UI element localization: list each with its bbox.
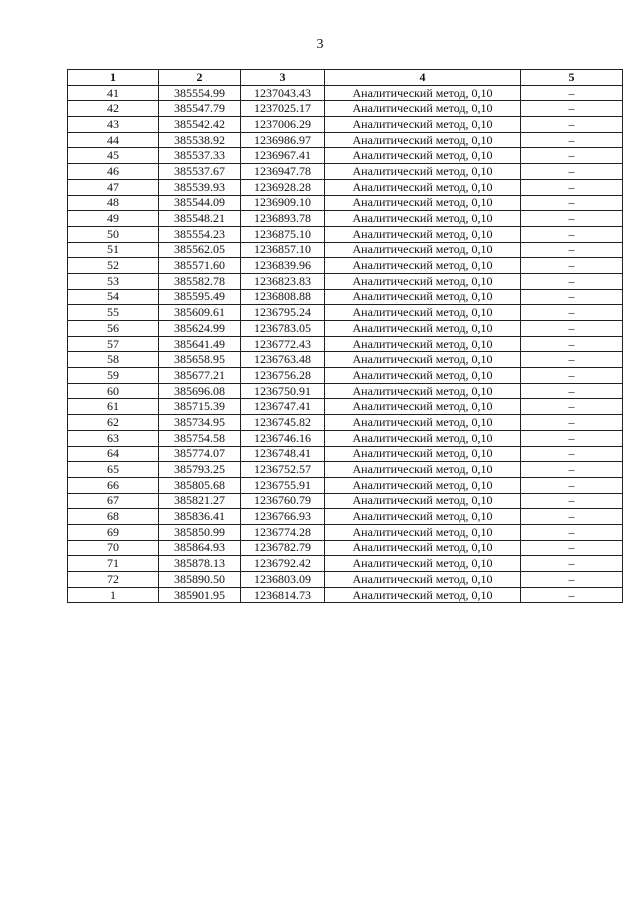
point-number-cell: 52: [68, 258, 159, 274]
point-number-cell: 56: [68, 321, 159, 337]
note-cell: –: [521, 273, 623, 289]
note-cell: –: [521, 430, 623, 446]
note-cell: –: [521, 556, 623, 572]
y-coordinate-cell: 1236774.28: [241, 524, 325, 540]
note-cell: –: [521, 399, 623, 415]
table-row: [68, 399, 623, 415]
y-coordinate-cell: 1236750.91: [241, 383, 325, 399]
y-coordinate-cell: 1236928.28: [241, 179, 325, 195]
y-coordinate-cell: 1236814.73: [241, 587, 325, 603]
point-number-cell: 59: [68, 368, 159, 384]
method-cell: Аналитический метод, 0,10: [325, 85, 521, 101]
point-number-cell: 50: [68, 226, 159, 242]
x-coordinate-cell: 385609.61: [159, 305, 241, 321]
table-row: [68, 336, 623, 352]
note-cell: –: [521, 352, 623, 368]
x-coordinate-cell: 385805.68: [159, 477, 241, 493]
note-cell: –: [521, 462, 623, 478]
x-coordinate-cell: 385562.05: [159, 242, 241, 258]
note-cell: –: [521, 477, 623, 493]
y-coordinate-cell: 1236808.88: [241, 289, 325, 305]
page-number: 3: [316, 37, 324, 52]
method-cell: Аналитический метод, 0,10: [325, 556, 521, 572]
note-cell: –: [521, 289, 623, 305]
x-coordinate-cell: 385821.27: [159, 493, 241, 509]
point-number-cell: 57: [68, 336, 159, 352]
y-coordinate-cell: 1236792.42: [241, 556, 325, 572]
point-number-cell: 54: [68, 289, 159, 305]
table-row: [68, 352, 623, 368]
method-cell: Аналитический метод, 0,10: [325, 572, 521, 588]
x-coordinate-cell: 385544.09: [159, 195, 241, 211]
table-row: [68, 415, 623, 431]
table-row: [68, 524, 623, 540]
y-coordinate-cell: 1236967.41: [241, 148, 325, 164]
note-cell: –: [521, 446, 623, 462]
method-cell: Аналитический метод, 0,10: [325, 399, 521, 415]
y-coordinate-cell: 1236748.41: [241, 446, 325, 462]
method-cell: Аналитический метод, 0,10: [325, 493, 521, 509]
x-coordinate-cell: 385538.92: [159, 132, 241, 148]
x-coordinate-cell: 385890.50: [159, 572, 241, 588]
method-cell: Аналитический метод, 0,10: [325, 462, 521, 478]
x-coordinate-cell: 385793.25: [159, 462, 241, 478]
note-cell: –: [521, 587, 623, 603]
x-coordinate-cell: 385774.07: [159, 446, 241, 462]
note-cell: –: [521, 211, 623, 227]
y-coordinate-cell: 1236947.78: [241, 164, 325, 180]
point-number-cell: 68: [68, 509, 159, 525]
y-coordinate-cell: 1236893.78: [241, 211, 325, 227]
note-cell: –: [521, 524, 623, 540]
note-cell: –: [521, 415, 623, 431]
y-coordinate-cell: 1237025.17: [241, 101, 325, 117]
method-cell: Аналитический метод, 0,10: [325, 132, 521, 148]
point-number-cell: 53: [68, 273, 159, 289]
y-coordinate-cell: 1236782.79: [241, 540, 325, 556]
column-header-3: 3: [241, 70, 325, 86]
method-cell: Аналитический метод, 0,10: [325, 195, 521, 211]
y-coordinate-cell: 1236857.10: [241, 242, 325, 258]
coordinates-table: [67, 69, 623, 603]
table-row: [68, 462, 623, 478]
x-coordinate-cell: 385582.78: [159, 273, 241, 289]
note-cell: –: [521, 509, 623, 525]
table-row: [68, 132, 623, 148]
note-cell: –: [521, 179, 623, 195]
x-coordinate-cell: 385539.93: [159, 179, 241, 195]
x-coordinate-cell: 385677.21: [159, 368, 241, 384]
point-number-cell: 71: [68, 556, 159, 572]
y-coordinate-cell: 1236745.82: [241, 415, 325, 431]
point-number-cell: 48: [68, 195, 159, 211]
method-cell: Аналитический метод, 0,10: [325, 148, 521, 164]
table-row: [68, 509, 623, 525]
table-row: [68, 164, 623, 180]
note-cell: –: [521, 148, 623, 164]
x-coordinate-cell: 385547.79: [159, 101, 241, 117]
note-cell: –: [521, 336, 623, 352]
method-cell: Аналитический метод, 0,10: [325, 226, 521, 242]
table-row: [68, 148, 623, 164]
point-number-cell: 49: [68, 211, 159, 227]
method-cell: Аналитический метод, 0,10: [325, 446, 521, 462]
method-cell: Аналитический метод, 0,10: [325, 477, 521, 493]
y-coordinate-cell: 1236747.41: [241, 399, 325, 415]
table-row: [68, 572, 623, 588]
x-coordinate-cell: 385734.95: [159, 415, 241, 431]
point-number-cell: 42: [68, 101, 159, 117]
table-row: [68, 321, 623, 337]
x-coordinate-cell: 385537.67: [159, 164, 241, 180]
y-coordinate-cell: 1236875.10: [241, 226, 325, 242]
table-header-row: [68, 70, 623, 86]
table-row: [68, 117, 623, 133]
y-coordinate-cell: 1236755.91: [241, 477, 325, 493]
table-row: [68, 446, 623, 462]
point-number-cell: 72: [68, 572, 159, 588]
y-coordinate-cell: 1236760.79: [241, 493, 325, 509]
note-cell: –: [521, 321, 623, 337]
method-cell: Аналитический метод, 0,10: [325, 383, 521, 399]
point-number-cell: 69: [68, 524, 159, 540]
x-coordinate-cell: 385658.95: [159, 352, 241, 368]
point-number-cell: 66: [68, 477, 159, 493]
y-coordinate-cell: 1236752.57: [241, 462, 325, 478]
x-coordinate-cell: 385715.39: [159, 399, 241, 415]
method-cell: Аналитический метод, 0,10: [325, 336, 521, 352]
point-number-cell: 61: [68, 399, 159, 415]
note-cell: –: [521, 540, 623, 556]
note-cell: –: [521, 195, 623, 211]
note-cell: –: [521, 572, 623, 588]
note-cell: –: [521, 242, 623, 258]
table-row: [68, 179, 623, 195]
point-number-cell: 41: [68, 85, 159, 101]
table-row: [68, 587, 623, 603]
table-row: [68, 289, 623, 305]
method-cell: Аналитический метод, 0,10: [325, 509, 521, 525]
note-cell: –: [521, 101, 623, 117]
table-row: [68, 101, 623, 117]
point-number-cell: 70: [68, 540, 159, 556]
column-header-2: 2: [159, 70, 241, 86]
table-row: [68, 430, 623, 446]
method-cell: Аналитический метод, 0,10: [325, 352, 521, 368]
point-number-cell: 51: [68, 242, 159, 258]
x-coordinate-cell: 385864.93: [159, 540, 241, 556]
table-row: [68, 556, 623, 572]
method-cell: Аналитический метод, 0,10: [325, 273, 521, 289]
table-row: [68, 273, 623, 289]
y-coordinate-cell: 1236909.10: [241, 195, 325, 211]
method-cell: Аналитический метод, 0,10: [325, 415, 521, 431]
y-coordinate-cell: 1236795.24: [241, 305, 325, 321]
note-cell: –: [521, 117, 623, 133]
table-row: [68, 368, 623, 384]
method-cell: Аналитический метод, 0,10: [325, 289, 521, 305]
table-row: [68, 226, 623, 242]
table-row: [68, 242, 623, 258]
x-coordinate-cell: 385537.33: [159, 148, 241, 164]
table-row: [68, 477, 623, 493]
x-coordinate-cell: 385901.95: [159, 587, 241, 603]
point-number-cell: 62: [68, 415, 159, 431]
point-number-cell: 1: [68, 587, 159, 603]
x-coordinate-cell: 385641.49: [159, 336, 241, 352]
note-cell: –: [521, 132, 623, 148]
point-number-cell: 64: [68, 446, 159, 462]
point-number-cell: 46: [68, 164, 159, 180]
x-coordinate-cell: 385542.42: [159, 117, 241, 133]
column-header-1: 1: [68, 70, 159, 86]
column-header-5: 5: [521, 70, 623, 86]
method-cell: Аналитический метод, 0,10: [325, 587, 521, 603]
method-cell: Аналитический метод, 0,10: [325, 321, 521, 337]
note-cell: –: [521, 368, 623, 384]
point-number-cell: 47: [68, 179, 159, 195]
note-cell: –: [521, 85, 623, 101]
note-cell: –: [521, 258, 623, 274]
method-cell: Аналитический метод, 0,10: [325, 211, 521, 227]
method-cell: Аналитический метод, 0,10: [325, 305, 521, 321]
x-coordinate-cell: 385696.08: [159, 383, 241, 399]
x-coordinate-cell: 385554.99: [159, 85, 241, 101]
note-cell: –: [521, 305, 623, 321]
table-row: [68, 493, 623, 509]
note-cell: –: [521, 226, 623, 242]
y-coordinate-cell: 1236839.96: [241, 258, 325, 274]
note-cell: –: [521, 493, 623, 509]
table-body: [68, 85, 623, 603]
x-coordinate-cell: 385624.99: [159, 321, 241, 337]
x-coordinate-cell: 385754.58: [159, 430, 241, 446]
table-row: [68, 305, 623, 321]
column-header-4: 4: [325, 70, 521, 86]
y-coordinate-cell: 1236783.05: [241, 321, 325, 337]
y-coordinate-cell: 1236803.09: [241, 572, 325, 588]
y-coordinate-cell: 1237043.43: [241, 85, 325, 101]
table-row: [68, 540, 623, 556]
point-number-cell: 55: [68, 305, 159, 321]
note-cell: –: [521, 383, 623, 399]
method-cell: Аналитический метод, 0,10: [325, 101, 521, 117]
x-coordinate-cell: 385571.60: [159, 258, 241, 274]
method-cell: Аналитический метод, 0,10: [325, 242, 521, 258]
method-cell: Аналитический метод, 0,10: [325, 117, 521, 133]
y-coordinate-cell: 1236756.28: [241, 368, 325, 384]
y-coordinate-cell: 1236746.16: [241, 430, 325, 446]
table-row: [68, 258, 623, 274]
method-cell: Аналитический метод, 0,10: [325, 524, 521, 540]
method-cell: Аналитический метод, 0,10: [325, 179, 521, 195]
table-row: [68, 383, 623, 399]
x-coordinate-cell: 385878.13: [159, 556, 241, 572]
y-coordinate-cell: 1236763.48: [241, 352, 325, 368]
table-row: [68, 85, 623, 101]
point-number-cell: 58: [68, 352, 159, 368]
method-cell: Аналитический метод, 0,10: [325, 258, 521, 274]
point-number-cell: 43: [68, 117, 159, 133]
note-cell: –: [521, 164, 623, 180]
y-coordinate-cell: 1236823.83: [241, 273, 325, 289]
y-coordinate-cell: 1236766.93: [241, 509, 325, 525]
point-number-cell: 45: [68, 148, 159, 164]
y-coordinate-cell: 1236986.97: [241, 132, 325, 148]
table-row: [68, 195, 623, 211]
x-coordinate-cell: 385850.99: [159, 524, 241, 540]
point-number-cell: 65: [68, 462, 159, 478]
y-coordinate-cell: 1237006.29: [241, 117, 325, 133]
table-row: [68, 211, 623, 227]
point-number-cell: 60: [68, 383, 159, 399]
method-cell: Аналитический метод, 0,10: [325, 540, 521, 556]
point-number-cell: 63: [68, 430, 159, 446]
x-coordinate-cell: 385595.49: [159, 289, 241, 305]
point-number-cell: 44: [68, 132, 159, 148]
point-number-cell: 67: [68, 493, 159, 509]
x-coordinate-cell: 385548.21: [159, 211, 241, 227]
method-cell: Аналитический метод, 0,10: [325, 164, 521, 180]
x-coordinate-cell: 385836.41: [159, 509, 241, 525]
method-cell: Аналитический метод, 0,10: [325, 368, 521, 384]
x-coordinate-cell: 385554.23: [159, 226, 241, 242]
method-cell: Аналитический метод, 0,10: [325, 430, 521, 446]
y-coordinate-cell: 1236772.43: [241, 336, 325, 352]
